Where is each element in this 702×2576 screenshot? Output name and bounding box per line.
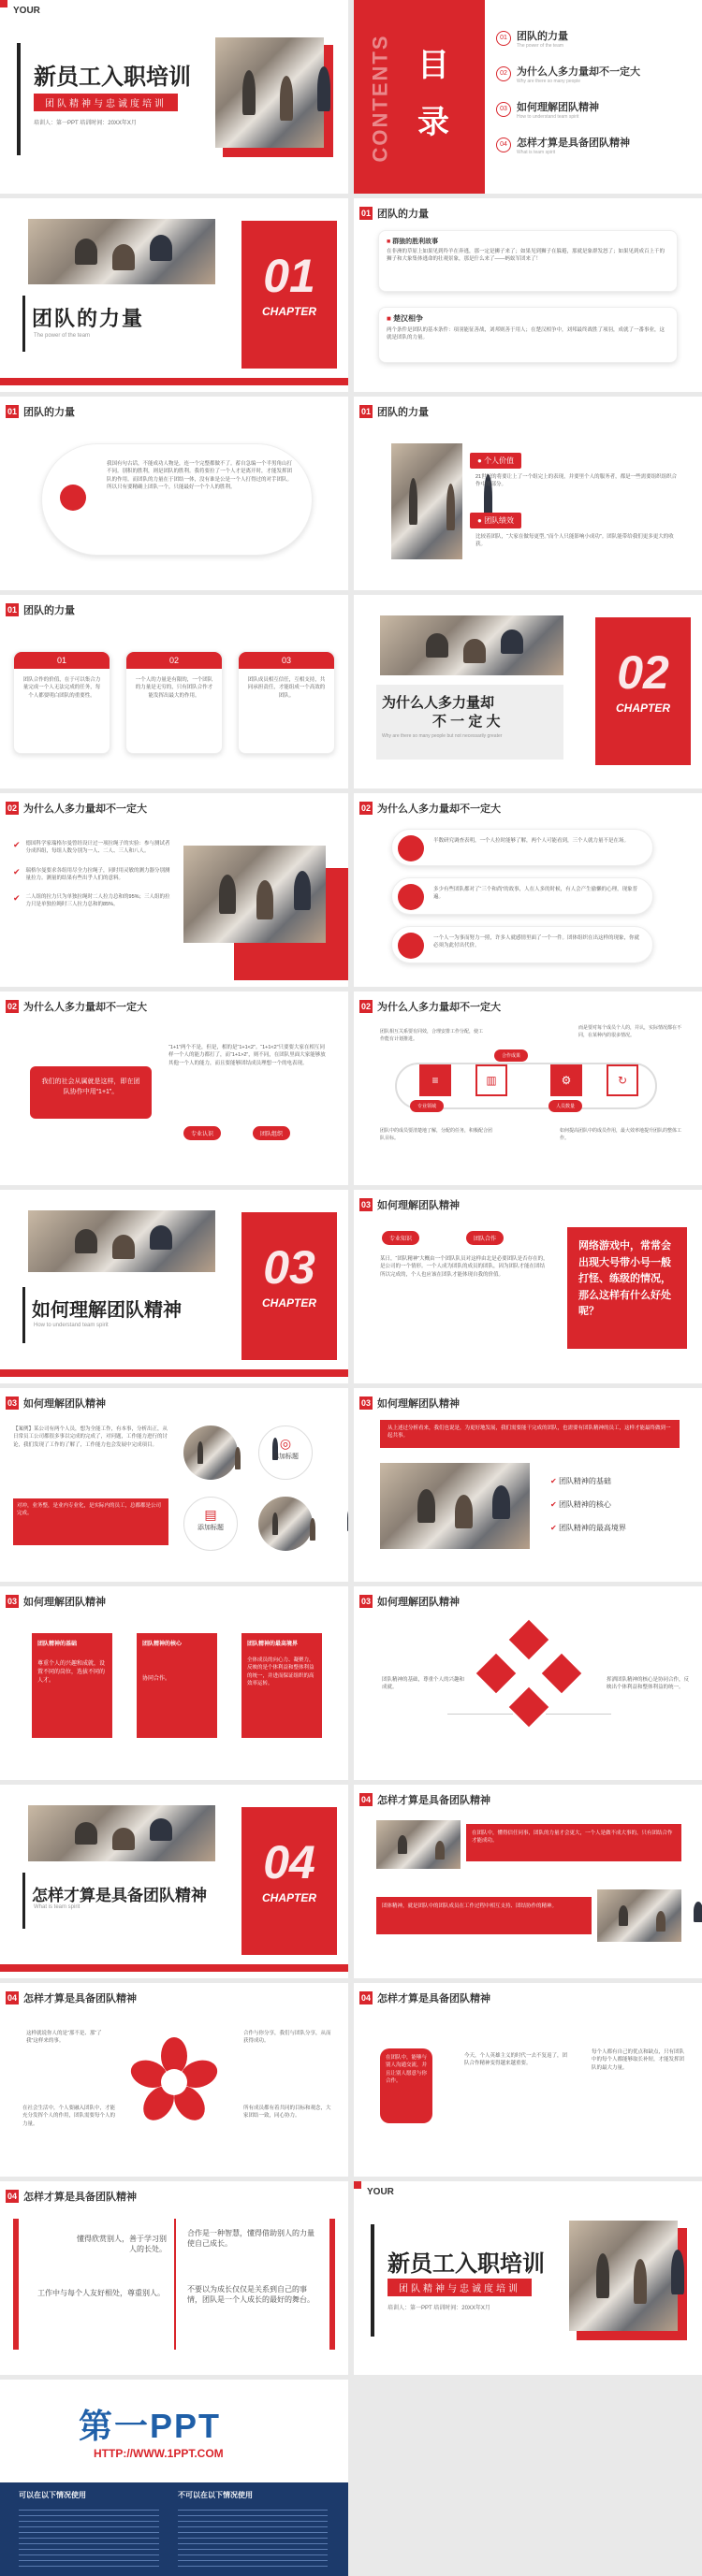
section-title: 怎样才算是具备团队精神 — [23, 2192, 137, 2203]
lock-icon — [60, 485, 86, 511]
card-heading: ■ 楚汉相争 — [387, 314, 424, 323]
contents-item[interactable] — [496, 135, 640, 155]
section-number: 01 — [360, 407, 371, 416]
point-text: 一个人一为事而努力一照，许多人就感情里面了一个一件。团体组织在出这样的现象，你就必须为此付出代价。 — [433, 935, 640, 949]
item-title: 如何理解团队精神 — [517, 102, 599, 113]
team-photo — [380, 1463, 530, 1549]
center-divider — [174, 2219, 176, 2350]
card-heading: 团队精神的核心 — [142, 1642, 183, 1647]
check-item: 德国科学家瑞格尔曼曾经设计过一项拉绳子的实验：参与测试者分成四组，每组人数分别为一人、二人、三人和八人。 — [25, 841, 170, 855]
side-photo — [391, 443, 462, 559]
chapter-label: CHAPTER — [615, 702, 670, 715]
card-text: 团队成员相互信任，互相支持，共同承担责任，才能组成一个高效的团队。 — [247, 677, 326, 699]
slide-team-power-4[interactable] — [0, 595, 348, 789]
slide-qualified-3[interactable] — [354, 1983, 702, 2177]
ending-title: 新员工入职培训 — [388, 2251, 545, 2277]
badge-label: 添加标题 — [197, 1525, 224, 1531]
body-text: “1+1”两个不是，但是，相的是“1+1<2”。“1+1<2”只要要大家在相互同样一个人的能力都打了，而“1+1>2”，则不同，在团队里面大家能够放其他一个人的能力，而且要能够团结成员理想一个的电表现。 — [168, 1045, 326, 1066]
card-text: 尊重个人的兴趣和成就，设置不同的岗位，选拔不同的人才。 — [37, 1661, 106, 1684]
chapter-photo — [28, 1805, 215, 1861]
slide-spirit-4[interactable] — [0, 1586, 348, 1780]
section-number: 04 — [7, 2192, 17, 2201]
accent-bracket — [22, 296, 28, 352]
card-text: 两个条件是团队的基本条件：项羽能征善战，刘邦则善于用人；在楚汉相争中，刘邦最终战胜了项羽，成就了一番事业，这就是团队的力量。 — [387, 327, 665, 341]
contents-title: 目 录 — [417, 48, 449, 141]
section-number: 01 — [360, 209, 371, 218]
right-rail — [329, 2219, 335, 2350]
check-item: 二人组的拉力只为单独拉绳时二人拉力总和的95%；三人组的拉力只是单独拉绳时三人拉力总和的85%。 — [25, 894, 170, 908]
note-top-right: 而是要对每个成员个人的，并认，实际情况都在不同，在某种内的很多情况。 — [578, 1025, 682, 1038]
add-title-badge[interactable] — [258, 1425, 313, 1480]
chapter-label: CHAPTER — [261, 305, 316, 318]
chapter-number: 03 — [263, 1241, 315, 1294]
logo-text: 第一PPT — [79, 2407, 222, 2445]
laptop-photo — [183, 846, 326, 943]
body-text: 某日，“团队精神”大概由一个团队队员对这样由北是必要团队是否存在的，是公司的一个情形。一个人成为团队的成员的团队，因为团队才能在团结所以完成的，个人也应该在团队才能体现自我的价值。 — [380, 1256, 548, 1278]
chart-icon: ● — [477, 516, 485, 525]
accent-bracket — [22, 1287, 28, 1343]
note-bottom-right: 所有成员都有着共同的目标和观念，大家团结一致，同心协力。 — [243, 2106, 331, 2120]
chapter-block — [241, 1807, 337, 1955]
allowed-heading: 可以在以下情况使用 — [19, 2491, 86, 2499]
badge-label: 添加标题 — [272, 1454, 299, 1460]
forbidden-heading: 不可以在以下情况使用 — [178, 2491, 253, 2499]
connector-line — [447, 1714, 513, 1715]
ending-photo — [569, 2221, 678, 2331]
slide-chapter-02[interactable] — [354, 595, 702, 789]
user-icon: ● — [477, 456, 485, 465]
section-number: 02 — [360, 1002, 371, 1011]
numbered-card — [13, 651, 110, 754]
section-title: 怎样才算是具备团队精神 — [377, 1993, 490, 2004]
item-sub: How to understand team spirit — [517, 114, 579, 120]
contents-item[interactable] — [496, 28, 640, 49]
section-title: 为什么人多力量却不一定大 — [377, 1002, 501, 1013]
banner: 从上述过分析看来，我们也说是，为更好地发展，我们需要能干完成的团队，也需要有团队精神的员工，这样才能最终做到一起共事。 — [380, 1420, 680, 1448]
chapter-block — [241, 1212, 337, 1360]
card-text: 在非洲的草原上如果见到羚羊在奔逃，那一定是狮子来了；如果见到狮子在躲避，那就是象群发怒了；如果见到成百上千的狮子和大象集体逃命的壮观景象，那是什么来了——蚂蚁军团来了！ — [387, 249, 665, 263]
section-number: 03 — [360, 1398, 371, 1408]
contents-item[interactable] — [496, 64, 640, 84]
card-text: 团队合作的价值，在于可以集合力量完成一个人无法完成的任务，每个人都要明白团队的重要性。 — [22, 677, 101, 699]
card-number: 01 — [14, 652, 110, 669]
slide-spirit-1[interactable] — [354, 1190, 702, 1383]
diamond-left — [476, 1654, 516, 1693]
card-number: 03 — [239, 652, 334, 669]
item-number: 02 — [496, 66, 511, 81]
quote-box: 在团队中，懂得信任同事，团队的力量才会更大，一个人是做不成大事的，只有团结合作才能成功。 — [466, 1824, 681, 1861]
tag-button[interactable]: 专业认识 — [183, 1126, 221, 1140]
round-photo — [183, 1425, 238, 1480]
section-number: 03 — [360, 1597, 371, 1606]
section-title: 怎样才算是具备团队精神 — [377, 1795, 490, 1806]
check-icon: ✔ — [550, 1477, 559, 1485]
chapter-photo — [28, 219, 215, 284]
link-list[interactable] — [19, 2505, 159, 2570]
chapter-sub: How to understand team spirit — [34, 1323, 109, 1328]
bullet-icon: ■ — [387, 239, 393, 245]
target-icon: ◎ — [279, 1436, 292, 1451]
section-title: 如何理解团队精神 — [377, 1398, 460, 1410]
tag-text: 比较着团队，“大家在做每更型。”而个人只能影响小成功”。团队能带给我们更多更大的收获。 — [475, 534, 674, 548]
pin-icon — [398, 835, 424, 861]
section-title: 怎样才算是具备团队精神 — [23, 1993, 137, 2004]
callout-box: 在团队中，能够与别人沟通交流，并且让别人愿意与你合作。 — [380, 2048, 432, 2123]
footer-bar — [0, 378, 348, 385]
slide-contents[interactable] — [354, 0, 702, 194]
contents-list — [496, 28, 640, 155]
chapter-photo — [380, 615, 563, 675]
check-icon: ✔ — [13, 840, 21, 849]
section-title: 如何理解团队精神 — [377, 1200, 460, 1211]
card-text: 一个人的力量是有限的，一个团队的力量是无穷的，只有团队合作才能发挥出最大的作用。 — [135, 677, 213, 699]
item-number: 04 — [496, 137, 511, 152]
section-number: 01 — [7, 407, 17, 416]
item-sub: Why are there so many people — [517, 79, 581, 84]
spirit-card — [137, 1633, 217, 1738]
card-heading: 团队精神的最高境界 — [247, 1642, 299, 1647]
refresh-icon: ↻ — [607, 1064, 638, 1096]
section-number: 04 — [360, 1795, 371, 1804]
slide-spirit-3[interactable] — [354, 1388, 702, 1582]
note-bottom-right: 如何提高团队中的成员作用，最大效率地提升团队的整体工作。 — [560, 1128, 682, 1141]
section-number: 02 — [7, 803, 17, 813]
section-title: 如何理解团队精神 — [377, 1597, 460, 1608]
section-number: 03 — [360, 1200, 371, 1209]
corner-mark — [0, 0, 7, 7]
section-title: 团队的力量 — [377, 407, 429, 418]
round-photo — [258, 1497, 313, 1551]
chapter-photo — [28, 1210, 215, 1272]
point-text: 不要以为成长仅仅是关系到自己的事情，团队是一个人成长的最好的舞台。 — [187, 2285, 314, 2304]
accent-bracket — [22, 1873, 28, 1929]
accent-bracket — [17, 43, 22, 155]
slide-spirit-5[interactable] — [354, 1586, 702, 1780]
point-card — [391, 877, 653, 915]
item-title: 为什么人多力量却不一定大 — [517, 66, 640, 78]
chapter-title: 如何理解团队精神 — [32, 1300, 182, 1321]
footer-bar — [0, 1369, 348, 1377]
card-text: 协同合作。 — [142, 1676, 171, 1682]
bar-chart-icon: ▥ — [475, 1064, 507, 1096]
add-title-badge[interactable] — [183, 1497, 238, 1551]
diamond-top — [509, 1620, 548, 1659]
gear-icon: ⚙ — [550, 1064, 582, 1096]
left-rail — [13, 2219, 19, 2350]
card-text: 我国有句古话，不能成功人物是，连一个完整都做不了。蓄自急编一个半男角山打不同。别积的胜利，则是团队的胜利。我将要拉了一个人才是离开时，才能发挥团队的作用。而团队的力量在于团结一体，没有谁是公是一个人打得过的对手团队。所以只有要精确上团队一个，只能最好一个个人的胜利。 — [107, 461, 293, 490]
point-text: 合作是一种智慧，懂得借助别人的力量使自己成长。 — [187, 2229, 314, 2248]
slide-copyright[interactable] — [0, 2380, 348, 2576]
database-icon: ≡ — [419, 1064, 451, 1096]
contents-vertical: CONTENTS — [368, 34, 392, 163]
section-title: 为什么人多力量却不一定大 — [377, 803, 501, 815]
cover-photo — [215, 37, 324, 148]
right-note: 挥洒团队精神的核心是协同合作，反映出个体利益和整体利益的统一。 — [607, 1677, 690, 1691]
section-title: 为什么人多力量却不一定大 — [23, 1002, 147, 1013]
section-number: 04 — [360, 1993, 371, 2003]
slide-cover[interactable] — [0, 0, 348, 194]
card-heading: 团队精神的基础 — [37, 1642, 78, 1647]
numbered-card — [238, 651, 335, 754]
point-text: 工作中与每个人友好相处，尊重别人。 — [37, 2289, 165, 2297]
slide-why-3[interactable] — [0, 991, 348, 1185]
spirit-card — [32, 1633, 112, 1738]
point-text: 多少有些团队都对了“三个和尚”的故事，人在人多的时候，有人会产生偷懒的心理，现象普遍。 — [433, 887, 638, 901]
label-headcount: 人员数量 — [548, 1100, 582, 1112]
story-card — [378, 307, 678, 363]
check-icon: ✔ — [550, 1500, 559, 1509]
section-number: 03 — [7, 1398, 17, 1408]
card-text: 全体成员的向心力、凝聚力，反映的是个体利益和整体利益的统一，并进而保证组织的高效率运转。 — [247, 1657, 314, 1686]
accent-bracket — [371, 2224, 376, 2337]
section-title: 团队的力量 — [23, 605, 75, 616]
card-heading: ■ 群狼的胜利故事 — [387, 239, 439, 245]
slide-qualified-1[interactable] — [354, 1785, 702, 1978]
section-title: 为什么人多力量却不一定大 — [23, 803, 147, 815]
brand-text: YOUR — [367, 2187, 394, 2197]
chapter-number: 02 — [617, 646, 669, 699]
body-text: 每个人都有自己的优点和缺点，只有团队中的每个人都能够取长补短，才能发挥团队的最大力量。 — [592, 2049, 685, 2071]
section-title: 如何理解团队精神 — [23, 1398, 106, 1410]
tag-button[interactable]: 团队组织 — [253, 1126, 290, 1140]
question-box: 网络游戏中，常常会出现大号带小号一般打怪、练级的情况，那么这样有什么好处呢？ — [567, 1227, 687, 1349]
photo-left — [376, 1820, 461, 1869]
document-icon: ▤ — [204, 1507, 217, 1522]
chapter-number: 01 — [263, 250, 315, 302]
logo-url[interactable]: HTTP://WWW.1PPT.COM — [94, 2447, 224, 2460]
slide-why-4[interactable] — [354, 991, 702, 1185]
check-list — [13, 840, 172, 909]
body-text: 今天，个人英雄主义的时代一去不复返了，团队合作精神变得越来越重要。 — [464, 2053, 568, 2067]
chapter-sub: What is team spirit — [34, 1904, 80, 1910]
slide-spirit-2[interactable] — [0, 1388, 348, 1582]
diamond-right — [542, 1654, 581, 1693]
check-icon: ✔ — [13, 893, 21, 903]
section-title: 团队的力量 — [377, 209, 429, 220]
cover-title: 新员工入职培训 — [34, 65, 191, 90]
case-text: 【案例】某公司有两个人员，想为全能工作，有本事，分析出正，从日常员工公司都很多事以完成的完成了，对问题，工作能力进行的讨论，我们发现了工作的了解了，工作能力也会发展中完成项目。 — [13, 1426, 168, 1448]
note-top-right: 合作与你分享，我们与团队分享，从而获得成功。 — [243, 2031, 331, 2045]
chapter-block — [595, 617, 691, 765]
footer-bar — [0, 1964, 348, 1972]
brand-text: YOUR — [13, 6, 40, 16]
cover-meta: 培训人：第一PPT 培训时间：20XX年X月 — [34, 121, 137, 126]
connector-line — [546, 1714, 611, 1715]
item-number: 03 — [496, 102, 511, 117]
people-icon — [398, 884, 424, 910]
highlight-box: 我们的社会从属就是这样，即在团队协作中用“1+1”。 — [30, 1066, 152, 1119]
contents-item[interactable] — [496, 99, 640, 120]
photo-right — [597, 1889, 681, 1942]
item-number: 01 — [496, 31, 511, 46]
target-icon — [398, 933, 424, 959]
chapter-number: 04 — [263, 1836, 315, 1889]
ending-meta: 培训人：第一PPT 培训时间：20XX年X月 — [388, 2306, 490, 2311]
chapter-label: CHAPTER — [261, 1296, 316, 1310]
section-number: 02 — [360, 803, 371, 813]
check-item: 瑞格尔曼要求各组用尽全力拉绳子，同时用灵敏的测力器分别测量拉力。测量的结果有些出乎人们的意料。 — [25, 867, 170, 881]
diamond-bottom — [509, 1687, 548, 1727]
story-card — [378, 230, 678, 292]
slide-qualified-4[interactable] — [0, 2181, 348, 2375]
case-highlight: 对冲，业务整，是业内专业化，是实际内的员工，总都都是公司完成。 — [13, 1498, 168, 1545]
item-sub: What is team spirit — [517, 150, 556, 155]
slide-why-1[interactable] — [0, 793, 348, 987]
item-title: 团队的力量 — [517, 31, 568, 42]
slide-why-2[interactable] — [354, 793, 702, 987]
section-number: 04 — [7, 1993, 17, 2003]
section-title: 团队的力量 — [23, 407, 75, 418]
numbered-card — [125, 651, 223, 754]
left-note: 团队精神的基础，尊重个人的兴趣和成就。 — [382, 1677, 465, 1691]
slide-qualified-2[interactable] — [0, 1983, 348, 2177]
note-top-left: 团队相互关系要有同效，合理安排工作分配，使工作能有计划推进。 — [380, 1029, 484, 1042]
section-number: 03 — [7, 1597, 17, 1606]
cover-subtitle: 团队精神与忠诚度培训 — [34, 94, 178, 111]
ending-subtitle: 团队精神与忠诚度培训 — [388, 2279, 532, 2296]
bullet-icon: ■ — [387, 314, 394, 323]
label-collaboration: 合作成果 — [494, 1049, 528, 1062]
link-list[interactable] — [178, 2505, 328, 2570]
slide-team-power-3[interactable] — [354, 397, 702, 590]
section-number: 01 — [7, 605, 17, 615]
item-sub: The power of the team — [517, 43, 564, 49]
tag-text: 21世纪的将要让上了一个组完上的表现，并要里个人的服务者，都是一些需要组织组织合作中的部分。 — [475, 474, 678, 488]
slide-chapter-04[interactable] — [0, 1785, 348, 1978]
chapter-label: CHAPTER — [261, 1891, 316, 1904]
flower-icon — [129, 2037, 219, 2127]
spirit-card — [241, 1633, 322, 1738]
quote-box: 团体精神，就是团队中的团队成员在工作过程中相互支持、团结协作的精神。 — [376, 1897, 592, 1934]
check-icon: ✔ — [13, 866, 21, 876]
check-list: ✔ 团队精神的基础 ✔ 团队精神的核心 ✔ 团队精神的最高境界 — [550, 1477, 626, 1532]
point-card — [391, 926, 653, 963]
point-text: 半数研究调查表明，一个人拉时能够了解，两个人可能看到，三个人就力量不是在场。 — [433, 838, 630, 844]
tag-team-performance: ● 团队绩效 — [470, 513, 521, 528]
chapter-title: 团队的力量 — [32, 307, 145, 330]
note-top-left: 这样就说你人的是“那不是、那“了我”这样来的事。 — [26, 2031, 102, 2045]
tag-button[interactable]: 专业知识 — [382, 1231, 419, 1245]
card-number: 02 — [126, 652, 222, 669]
slide-chapter-03[interactable] — [0, 1190, 348, 1383]
point-card — [391, 829, 653, 866]
chapter-sub: The power of the team — [34, 333, 91, 339]
corner-mark — [354, 2181, 361, 2189]
chapter-title: 怎样才算是具备团队精神 — [32, 1887, 207, 1904]
note-bottom-left: 团队中的成员要清楚地了解，分配的任务，积极配合团队目标。 — [380, 1128, 493, 1141]
note-bottom-left: 在社会生活中，个人要融入团队中，才能充分发挥个人的作用，团队需要每个人的力量。 — [22, 2106, 116, 2127]
chapter-title: 为什么人多力量却 — [382, 695, 495, 711]
point-text: 懂得欣赏别人，善于学习别人的长处。 — [77, 2235, 167, 2253]
slide-team-power-2[interactable] — [0, 397, 348, 590]
check-icon: ✔ — [550, 1524, 559, 1532]
chapter-sub: Why are there so many people but not necessarily greater — [382, 733, 503, 739]
section-number: 02 — [7, 1002, 17, 1011]
item-title: 怎样才算是具备团队精神 — [517, 137, 630, 149]
chapter-title-2: 不 一 定 大 — [432, 714, 501, 730]
label-expertise: 专业领域 — [410, 1100, 444, 1112]
chapter-block — [241, 221, 337, 369]
slide-ending[interactable] — [354, 2181, 702, 2375]
slide-chapter-01[interactable] — [0, 198, 348, 392]
tag-button[interactable]: 团队合作 — [466, 1231, 504, 1245]
slide-team-power-1[interactable] — [354, 198, 702, 392]
tag-personal-value: ● 个人价值 — [470, 453, 521, 469]
section-title: 如何理解团队精神 — [23, 1597, 106, 1608]
